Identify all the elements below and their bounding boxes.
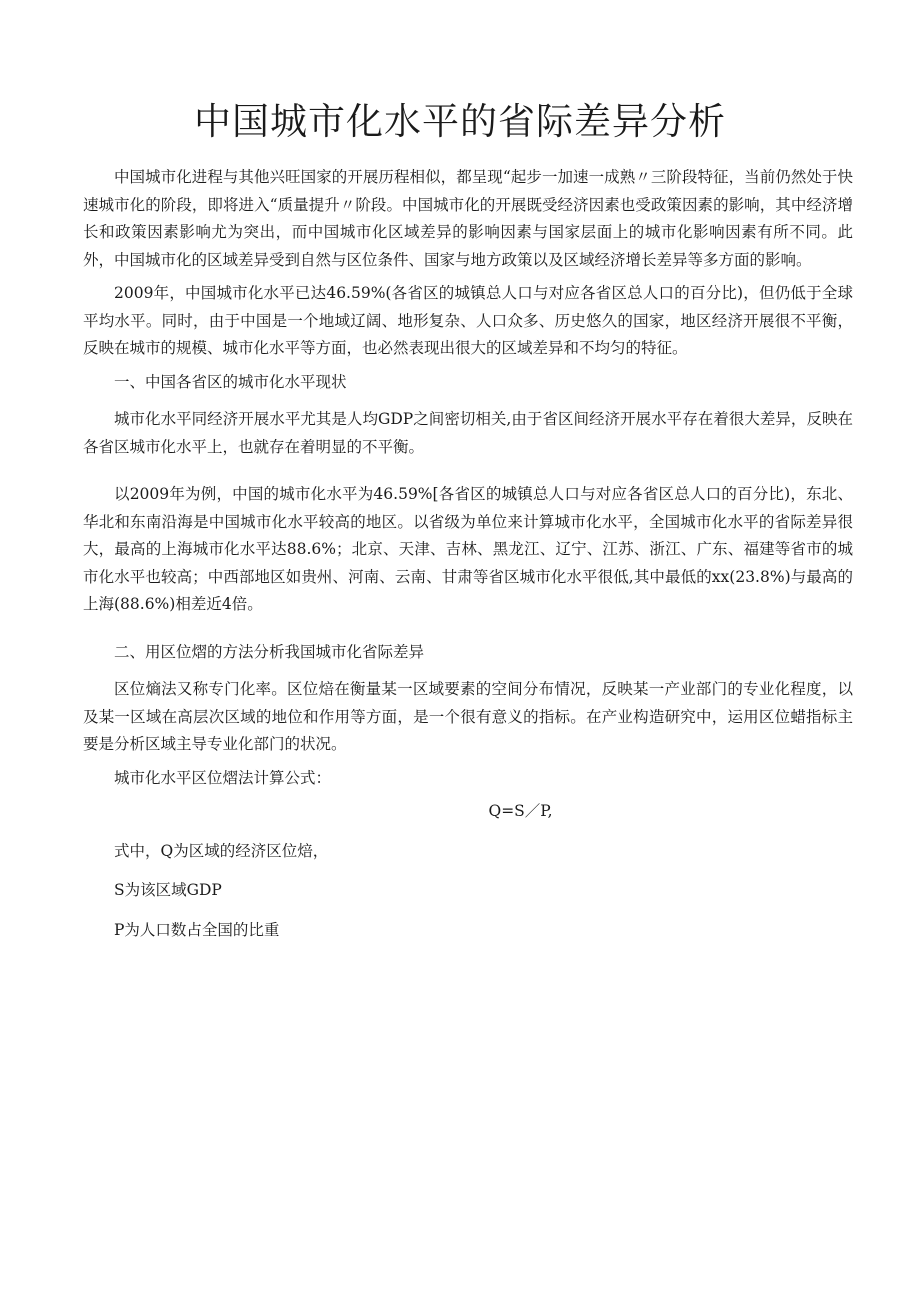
definition-q: 式中，Q为区域的经济区位焙， xyxy=(114,841,329,860)
section-heading-2: 二、用区位熠的方法分析我国城市化省际差异 xyxy=(114,642,425,661)
paragraph-formula-intro: 城市化水平区位熠法计算公式： xyxy=(114,768,332,787)
formula: Q=S／P, xyxy=(488,802,553,820)
paragraph-2009-level: 2009年，中国城市化水平已达46.59%(各省区的城镇总人口与对应各省区总人口的百分比)，但仍低于全球平均水平。同时，由于中国是一个地域辽阔、地形复杂、人口众多、历史悠久的国家，地区经济开展很不平衡，反映在城市的规模、城市化水平等方面，也必然表现出很大的区域差异和不均匀的特征。 xyxy=(83,284,853,357)
paragraph-economic-relation: 城市化水平同经济开展水平尤其是人均GDP之间密切相关,由于省区间经济开展水平存在着很大差异，反映在各省区城市化水平上，也就存在着明显的不平衡。 xyxy=(83,410,853,456)
page-title: 中国城市化水平的省际差异分析 xyxy=(194,100,726,143)
paragraph-2009-example: 以2009年为例，中国的城市化水平为46.59%[各省区的城镇总人口与对应各省区总人口的百分比)，东北、华北和东南沿海是中国城市化水平较高的地区。以省级为单位来计算城市化水平，全国城市化水平的省际差异很大，最高的上海城市化水平达88.6%；北京、天津、吉林、黑龙江、辽宁、江苏、浙江、广东、福建等省市的城市化水平也较高；中西部地区如贵州、河南、云南、甘肃等省区城市化水平很低,其中最低的xx(23.8%)与最高的上海(88.6%)相差近4倍。 xyxy=(83,485,853,613)
paragraph-intro: 中国城市化进程与其他兴旺国家的开展历程相似，都呈现“起步一加速一成熟〃三阶段特征，当前仍然处于快速城市化的阶段，即将进入“质量提升〃阶段。中国城市化的开展既受经济因素也受政策因素的影响，其中经济增长和政策因素影响尤为突出，而中国城市化区域差异的影响因素与国家层面上的城市化影响因素有所不同。此外，中国城市化的区域差异受到自然与区位条件、国家与地方政策以及区域经济增长差异等多方面的影响。 xyxy=(83,168,853,269)
definition-s: S为该区域GDP xyxy=(114,881,222,899)
section-heading-1: 一、中国各省区的城市化水平现状 xyxy=(114,372,347,391)
document-body xyxy=(83,164,853,956)
definition-p: P为人口数占全国的比重 xyxy=(114,920,280,939)
paragraph-location-quotient: 区位熵法又称专门化率。区位焙在衡量某一区域要素的空间分布情况，反映某一产业部门的专业化程度，以及某一区域在高层次区域的地位和作用等方面，是一个很有意义的指标。在产业构造研究中，运用区位蜡指标主要是分析区域主导专业化部门的状况。 xyxy=(83,680,853,753)
